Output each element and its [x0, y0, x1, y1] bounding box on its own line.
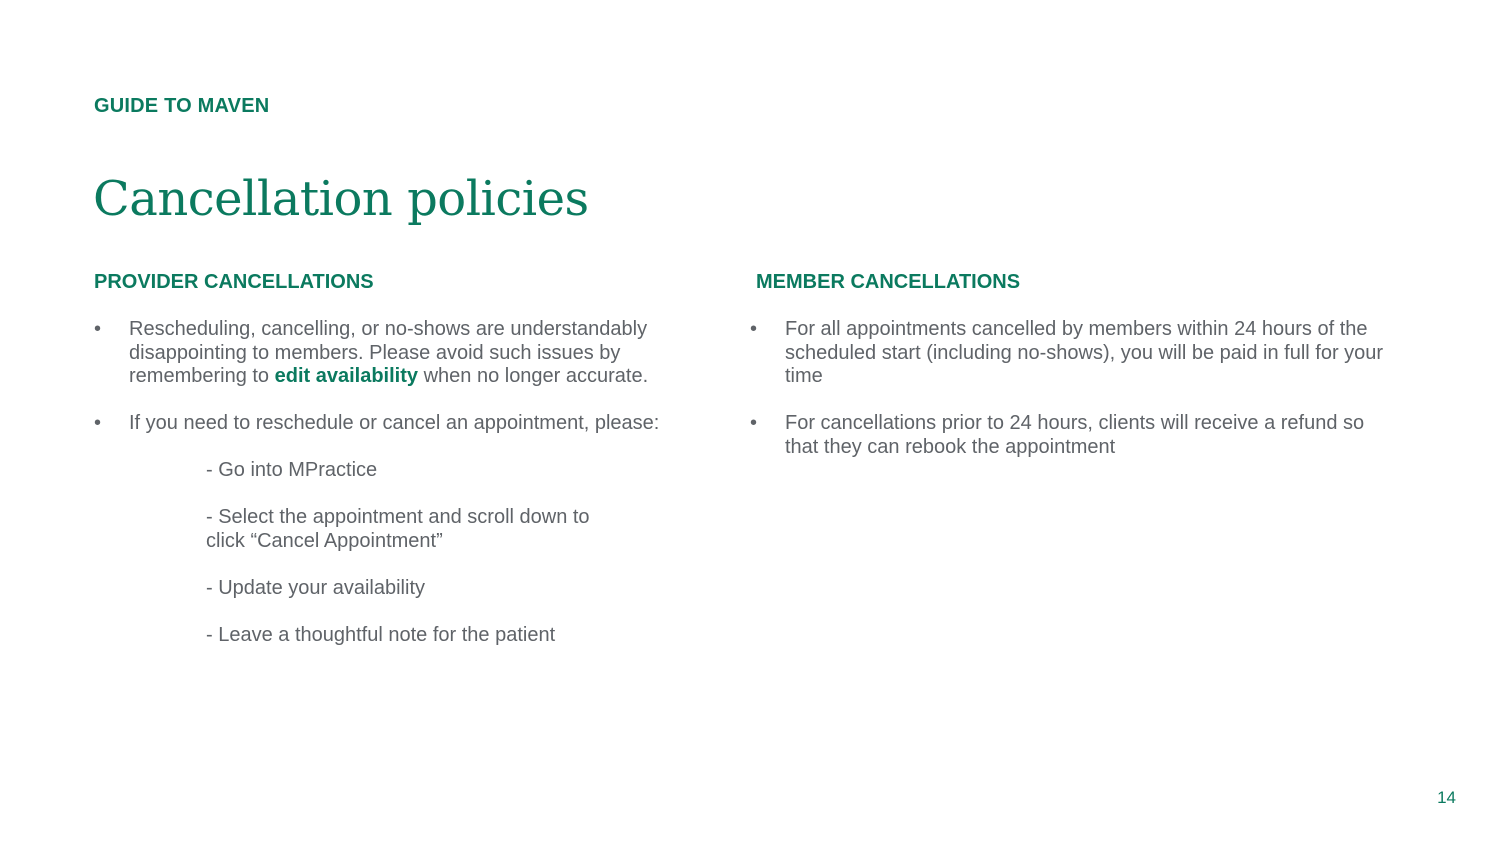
cancel-steps-list: [129, 459, 734, 647]
member-bullet-text: For cancellations prior to 24 hours, clients will receive a refund so that they can rebook the appointment: [785, 412, 1365, 458]
provider-bullet-text-end: when no longer accurate.: [418, 365, 649, 387]
page-number: 14: [1437, 788, 1456, 807]
bullet-icon: •: [94, 318, 102, 340]
cancel-step: - Leave a thoughtful note for the patient: [206, 623, 556, 646]
provider-bullet-text: Rescheduling, cancelling, or no-shows are understandably disappointing to members. Please avoid such issues by remembering to: [129, 318, 648, 387]
bullet-icon: •: [750, 318, 758, 340]
provider-bullet-item: [94, 318, 734, 389]
member-policy-list: [750, 318, 1390, 483]
member-bullet-item: [750, 318, 1390, 389]
cancel-step: - Update your availability: [206, 576, 425, 599]
page-title: Cancellation policies: [93, 171, 589, 227]
provider-bullet-text: If you need to reschedule or cancel an appointment, please:: [129, 412, 660, 434]
member-cancellations-heading: MEMBER CANCELLATIONS: [756, 271, 1021, 293]
cancel-step: - Go into MPractice: [206, 459, 378, 481]
bullet-icon: •: [94, 412, 102, 434]
edit-availability-link[interactable]: edit availability: [274, 365, 419, 387]
provider-bullet-item: [94, 412, 734, 647]
member-bullet-item: [750, 412, 1390, 459]
provider-cancellations-heading: PROVIDER CANCELLATIONS: [94, 271, 374, 293]
guide-eyebrow: GUIDE TO MAVEN: [94, 95, 270, 117]
bullet-icon: •: [750, 412, 758, 434]
cancel-step: - Select the appointment and scroll down to click “Cancel Appointment”: [206, 506, 590, 552]
member-bullet-text: For all appointments cancelled by members within 24 hours of the scheduled start (including no-shows), you will be paid in full for your time: [785, 318, 1384, 387]
provider-policy-list: [94, 318, 734, 671]
